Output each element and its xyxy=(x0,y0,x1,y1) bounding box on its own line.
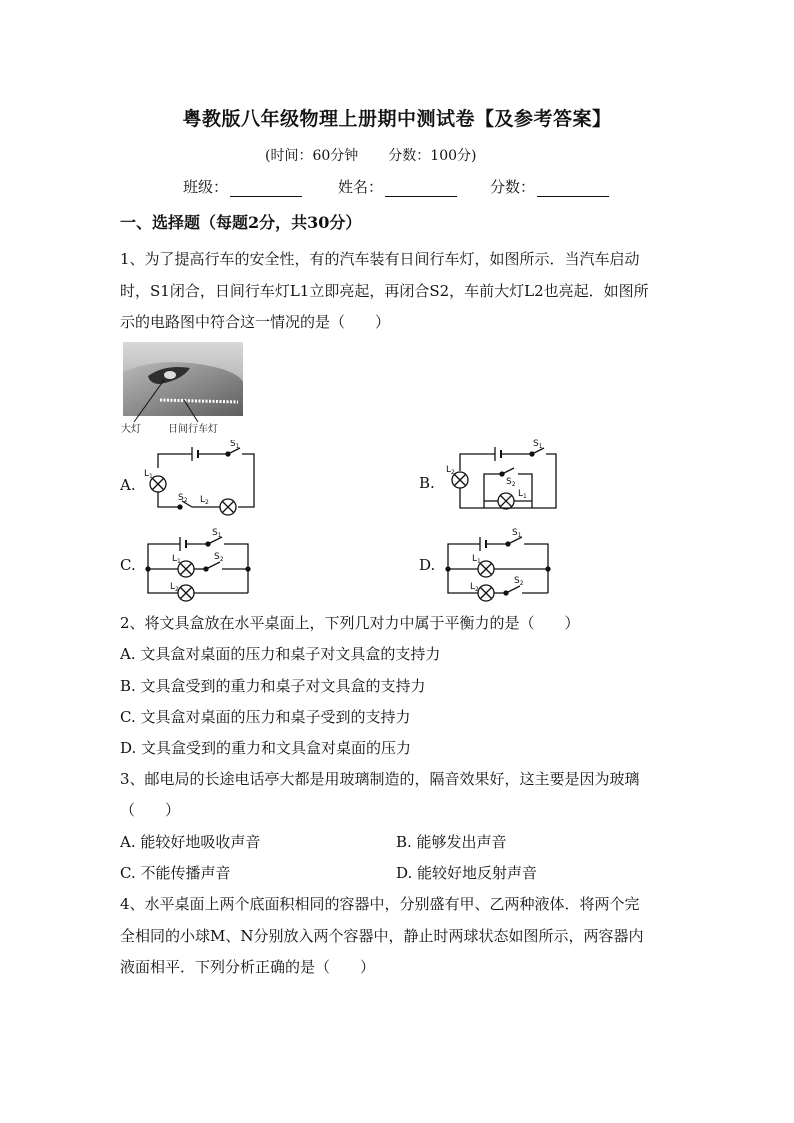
score-blank[interactable] xyxy=(537,181,609,197)
exam-meta xyxy=(265,145,506,165)
photo-label-daytime-light: 日间行车灯 xyxy=(168,424,218,435)
q2-stem: 2、将文具盒放在水平桌面上，下列几对力中属于平衡力的是（ ） xyxy=(120,614,580,632)
svg-text:S2: $S_2$ xyxy=(214,552,224,563)
class-field xyxy=(183,176,302,197)
svg-text:L2: $L_2$ xyxy=(446,465,455,476)
q2-option-d[interactable]: D. 文具盒受到的重力和文具盒对桌面的压力 xyxy=(120,739,412,757)
section-heading: 一、选择题（每题2分，共30分） xyxy=(120,213,362,232)
q1-line-3: 示的电路图中符合这一情况的是（ ） xyxy=(120,313,391,331)
svg-text:S1: $S_1$ xyxy=(212,528,222,539)
circuit-c[interactable] xyxy=(140,523,265,605)
svg-text:L2: $L_2$ xyxy=(470,582,479,593)
svg-text:S1: $S_1$ xyxy=(533,439,543,450)
name-label: 姓名： xyxy=(338,178,384,196)
switch-s2 xyxy=(502,468,514,474)
svg-text:S2: $S_2$ xyxy=(506,477,516,488)
exam-total-score: 分数：100分) xyxy=(388,148,477,164)
svg-text:S2: $S_2$ xyxy=(514,576,524,587)
q3-option-a[interactable]: A. 能较好地吸收声音 xyxy=(120,833,261,851)
circuit-a[interactable] xyxy=(140,440,265,520)
q1-option-b-label[interactable]: B. xyxy=(419,474,435,492)
svg-text:L2: $L_2$ xyxy=(170,582,179,593)
q4-line-3: 液面相平．下列分析正确的是（ ） xyxy=(120,958,376,976)
photo-label-headlight: 大灯 xyxy=(121,424,141,435)
switch-s2 xyxy=(206,562,220,569)
q4-line-1: 4、水平桌面上两个底面积相同的容器中，分别盛有甲、乙两种液体．将两个完 xyxy=(120,895,640,913)
car-photo xyxy=(120,342,245,436)
headlight-lens xyxy=(164,371,176,379)
q1-option-c-label[interactable]: C. xyxy=(120,556,136,574)
q3-paren: （ ） xyxy=(120,801,181,819)
q2-option-c[interactable]: C. 文具盒对桌面的压力和桌子受到的支持力 xyxy=(120,708,411,726)
q3-option-c[interactable]: C. 不能传播声音 xyxy=(120,864,231,882)
svg-text:L1: $L_1$ xyxy=(172,554,181,565)
svg-text:L1: $L_1$ xyxy=(144,469,153,480)
page-title: 粤教版八年级物理上册期中测试卷【及参考答案】 xyxy=(182,108,612,130)
circuit-b[interactable] xyxy=(440,438,565,518)
q1-option-d-label[interactable]: D. xyxy=(419,556,436,574)
q2-option-a[interactable]: A. 文具盒对桌面的压力和桌子对文具盒的支持力 xyxy=(120,645,441,663)
name-blank[interactable] xyxy=(385,181,457,197)
name-field xyxy=(338,176,457,197)
q3-stem: 3、邮电局的长途电话亭大都是用玻璃制造的，隔音效果好，这主要是因为玻璃 xyxy=(120,770,640,788)
circuit-d[interactable] xyxy=(440,523,565,605)
svg-text:L1: $L_1$ xyxy=(518,489,527,500)
score-label: 分数： xyxy=(490,178,536,196)
svg-text:L2: $L_2$ xyxy=(200,495,209,506)
switch-s2 xyxy=(506,586,520,593)
svg-text:L1: $L_1$ xyxy=(472,554,481,565)
q1-line-1: 1、为了提高行车的安全性，有的汽车装有日间行车灯，如图所示．当汽车启动 xyxy=(120,250,640,268)
class-blank[interactable] xyxy=(230,181,302,197)
q1-line-2: 时，S1闭合，日间行车灯L1立即亮起，再闭合S2，车前大灯L2也亮起．如图所 xyxy=(120,282,649,300)
svg-text:S2: $S_2$ xyxy=(178,493,188,504)
svg-text:S1: $S_1$ xyxy=(230,440,240,450)
exam-time: (时间：60分钟 xyxy=(265,148,359,164)
q3-option-d[interactable]: D. 能较好地反射声音 xyxy=(396,864,538,882)
class-label: 班级： xyxy=(183,178,229,196)
q1-option-a-label[interactable]: A. xyxy=(120,476,136,494)
q3-option-b[interactable]: B. 能够发出声音 xyxy=(396,833,507,851)
svg-text:S1: $S_1$ xyxy=(512,528,522,539)
q4-line-2: 全相同的小球M、N分别放入两个容器中，静止时两球状态如图所示，两容器内 xyxy=(120,927,644,945)
score-field xyxy=(490,176,609,197)
q2-option-b[interactable]: B. 文具盒受到的重力和桌子对文具盒的支持力 xyxy=(120,677,426,695)
